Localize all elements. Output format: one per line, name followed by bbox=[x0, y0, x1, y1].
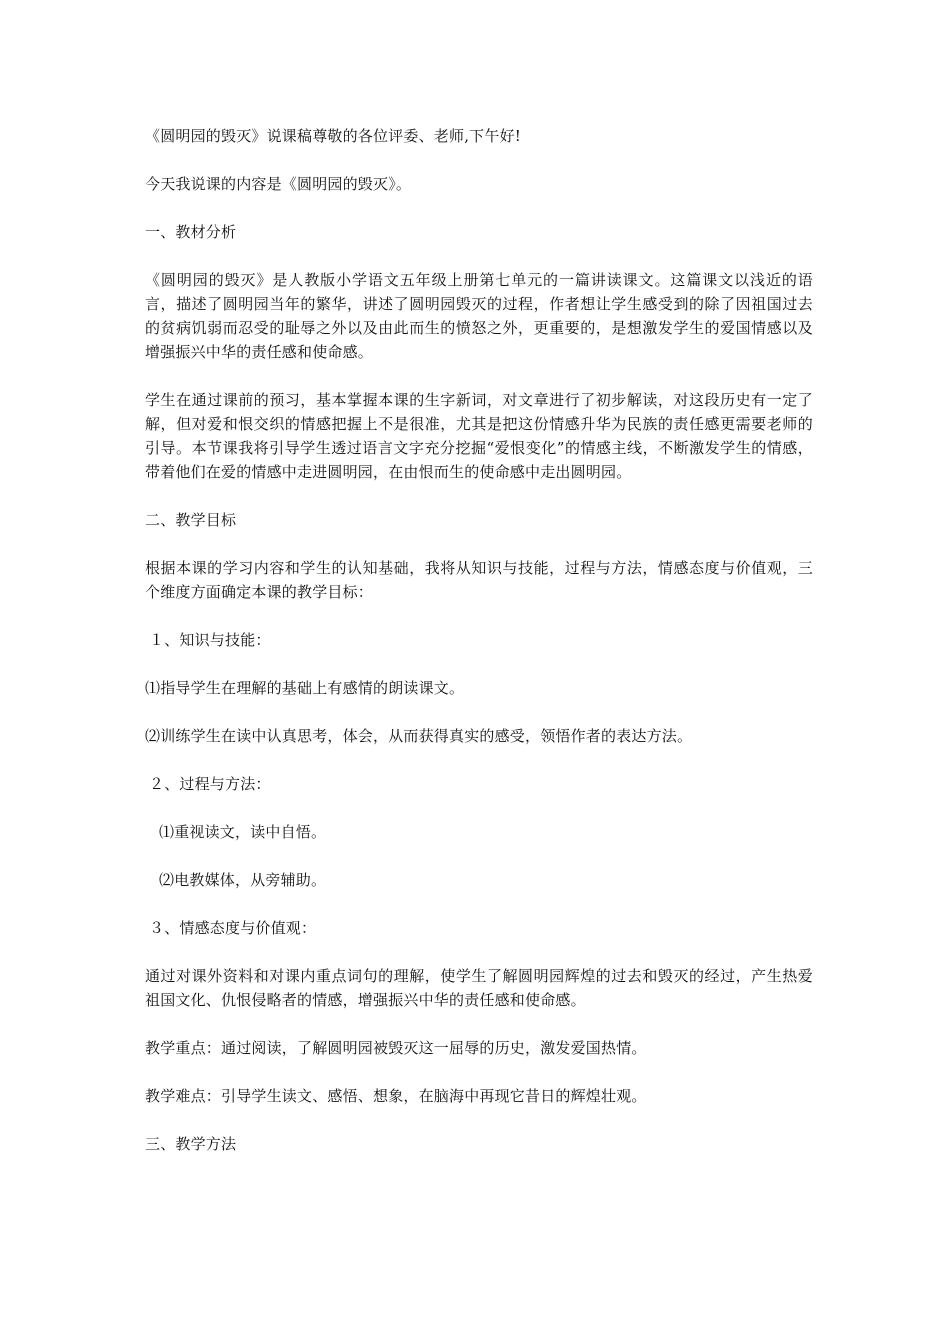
goal-emotion-heading: ３、情感态度与价值观： bbox=[149, 919, 317, 937]
teaching-key-point: 教学重点：通过阅读，了解圆明园被毁灭这一屈辱的历史，激发爱国热情。 bbox=[145, 1039, 647, 1057]
goal-knowledge-heading: １、知识与技能： bbox=[149, 631, 271, 649]
teaching-goals-intro: 根据本课的学习内容和学生的认知基础，我将从知识与技能，过程与方法，情感态度与价值观，三个维度方面确定本课的教学目标： bbox=[145, 559, 813, 601]
goal-knowledge-item-1: ⑴指导学生在理解的基础上有感情的朗读课文。 bbox=[145, 679, 465, 697]
section-heading-teaching-methods: 三、教学方法 bbox=[145, 1135, 237, 1153]
intro-paragraph: 今天我说课的内容是《圆明园的毁灭》。 bbox=[145, 175, 412, 193]
title-line: 《圆明园的毁灭》说课稿尊敬的各位评委、老师,下午好! bbox=[145, 127, 521, 145]
teaching-difficult-point: 教学难点：引导学生读文、感悟、想象，在脑海中再现它昔日的辉煌壮观。 bbox=[145, 1087, 647, 1105]
goal-knowledge-item-2: ⑵训练学生在读中认真思考，体会，从而获得真实的感受，领悟作者的表达方法。 bbox=[145, 727, 693, 745]
material-analysis-paragraph: 《圆明园的毁灭》是人教版小学语文五年级上册第七单元的一篇讲读课文。这篇课文以浅近的语言，描述了圆明园当年的繁华，讲述了圆明园毁灭的过程，作者想让学生感受到的除了因祖国过去的贫病饥弱而忍受的耻辱之外以及由此而生的愤怒之外，更重要的，是想激发学生的爱国情感以及增强振兴中华的责任感和使命感。 bbox=[145, 271, 813, 361]
student-analysis-paragraph: 学生在通过课前的预习，基本掌握本课的生字新词，对文章进行了初步解读，对这段历史有一定了解，但对爱和恨交织的情感把握上不是很准，尤其是把这份情感升华为民族的责任感更需要老师的引导。本节课我将引导学生透过语言文字充分挖掘“爱恨变化”的情感主线，不断激发学生的情感，带着他们在爱的情感中走进圆明园，在由恨而生的使命感中走出圆明园。 bbox=[145, 391, 813, 481]
goal-process-heading: ２、过程与方法： bbox=[149, 775, 271, 793]
document-body bbox=[145, 124, 813, 1180]
section-heading-material-analysis: 一、教材分析 bbox=[145, 223, 237, 241]
goal-emotion-text: 通过对课外资料和对课内重点词句的理解，使学生了解圆明园辉煌的过去和毁灭的经过，产生热爱祖国文化、仇恨侵略者的情感，增强振兴中华的责任感和使命感。 bbox=[145, 967, 813, 1009]
section-heading-teaching-goals: 二、教学目标 bbox=[145, 511, 237, 529]
goal-process-item-2: ⑵电教媒体，从旁辅助。 bbox=[159, 871, 327, 889]
goal-process-item-1: ⑴重视读文，读中自悟。 bbox=[159, 823, 327, 841]
